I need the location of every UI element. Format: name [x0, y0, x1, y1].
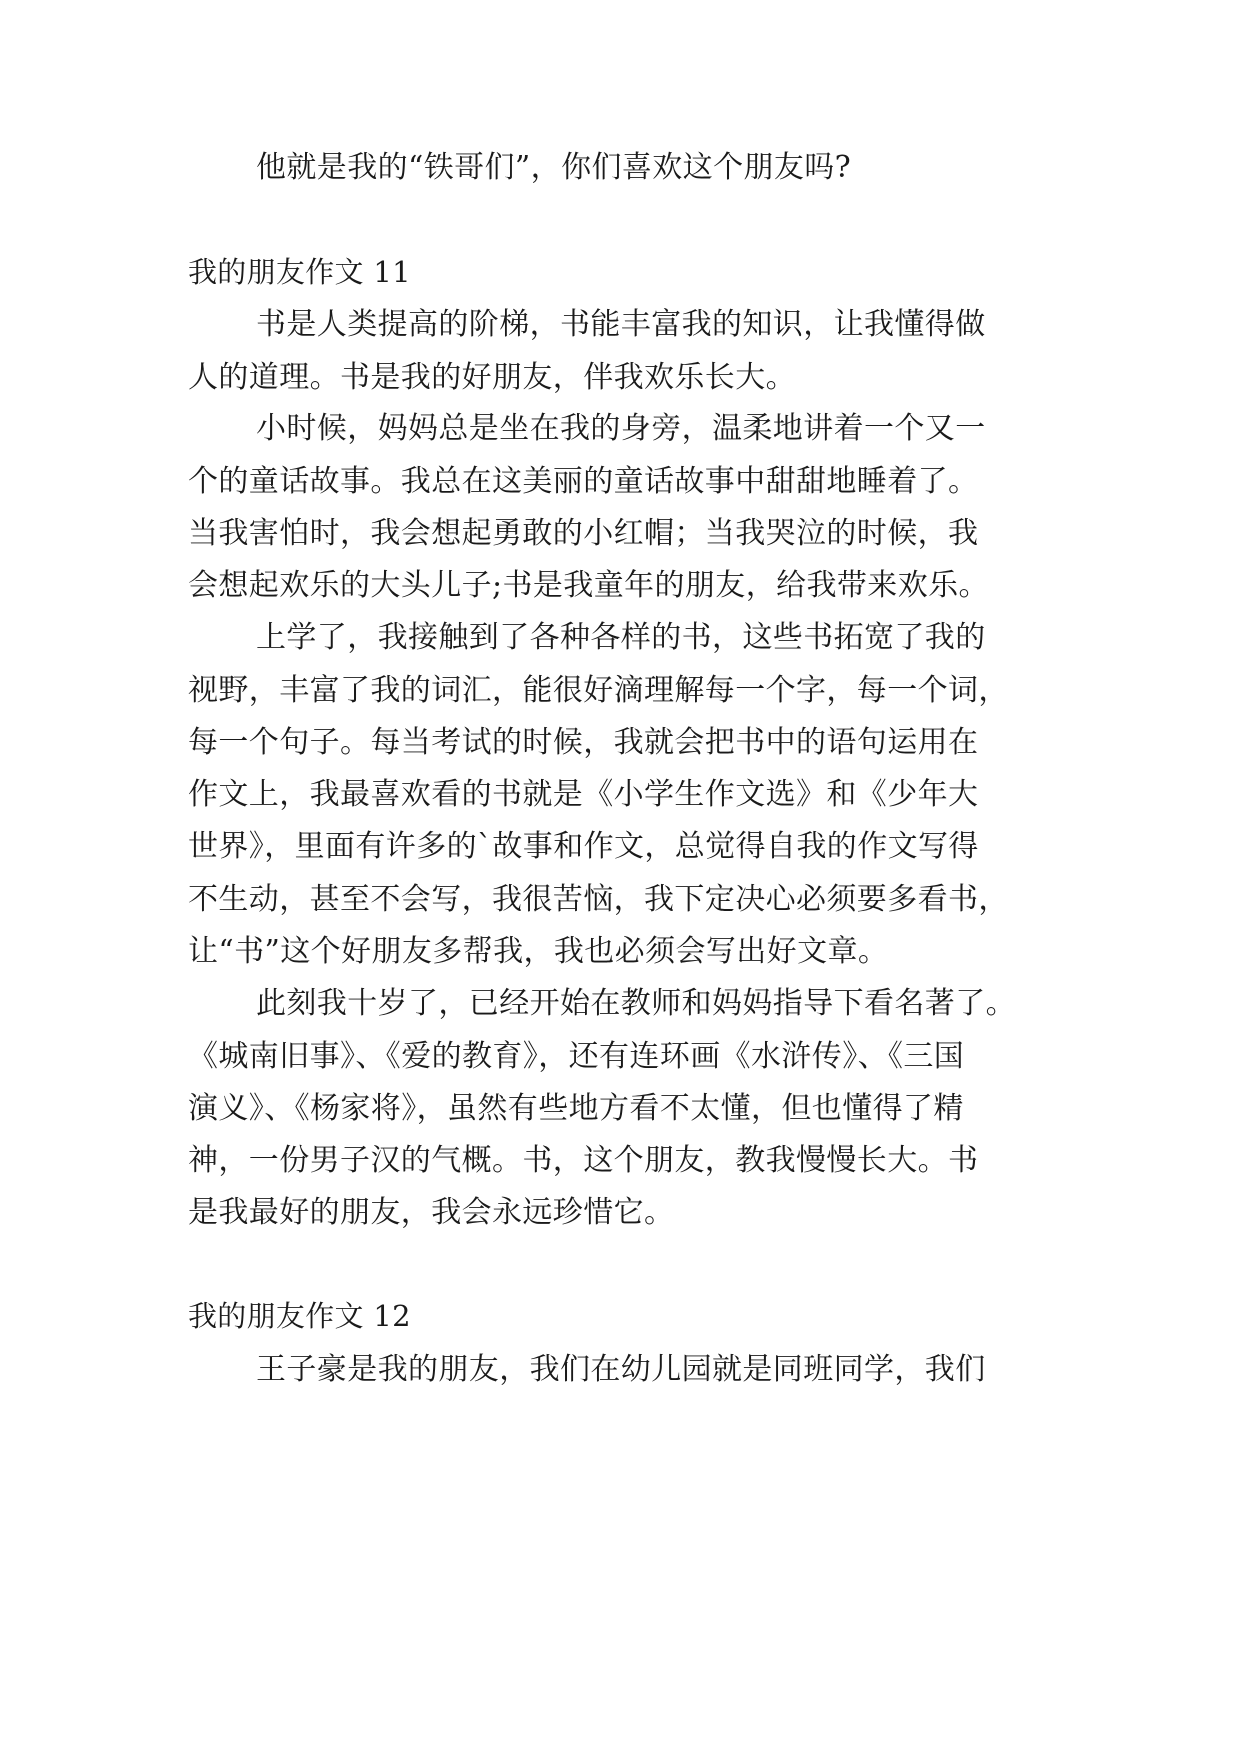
- text-line: 王子豪是我的朋友，我们在幼儿园就是同班同学，我们: [256, 1352, 986, 1387]
- text-line: 每一个句子。每当考试的时候，我就会把书中的语句运用在: [188, 725, 979, 760]
- text-line: 此刻我十岁了，已经开始在教师和妈妈指导下看名著了。: [256, 986, 1016, 1021]
- text-line: 他就是我的“铁哥们”，你们喜欢这个朋友吗?: [256, 150, 852, 185]
- text-line: 神，一份男子汉的气概。书，这个朋友，教我慢慢长大。书: [188, 1143, 979, 1178]
- text-line: 当我害怕时，我会想起勇敢的小红帽；当我哭泣的时候，我: [188, 516, 979, 551]
- text-line: 小时候，妈妈总是坐在我的身旁，温柔地讲着一个又一: [256, 411, 986, 446]
- text-line: 书是人类提高的阶梯，书能丰富我的知识，让我懂得做: [256, 307, 986, 342]
- section-heading: 我的朋友作文 11: [188, 255, 411, 289]
- text-line: 人的道理。书是我的好朋友，伴我欢乐长大。: [188, 360, 796, 395]
- text-line: 作文上，我最喜欢看的书就是《小学生作文选》和《少年大: [188, 777, 979, 812]
- text-line: 不生动，甚至不会写，我很苦恼，我下定决心必须要多看书，: [188, 882, 1009, 917]
- text-line: 会想起欢乐的大头儿子;书是我童年的朋友，给我带来欢乐。: [188, 568, 989, 603]
- text-line: 让“书”这个好朋友多帮我，我也必须会写出好文章。: [188, 934, 889, 969]
- text-line: 演义》、《杨家将》，虽然有些地方看不太懂，但也懂得了精: [188, 1091, 964, 1126]
- section-heading: 我的朋友作文 12: [188, 1299, 411, 1333]
- text-line: 是我最好的朋友，我会永远珍惜它。: [188, 1195, 675, 1230]
- text-line: 视野，丰富了我的词汇，能很好滴理解每一个字，每一个词，: [188, 673, 1009, 708]
- text-line: 上学了，我接触到了各种各样的书，这些书拓宽了我的: [256, 620, 986, 655]
- text-line: 《城南旧事》、《爱的教育》，还有连环画《水浒传》、《三国: [188, 1039, 965, 1074]
- text-line: 个的童话故事。我总在这美丽的童话故事中甜甜地睡着了。: [188, 464, 979, 499]
- text-line: 世界》，里面有许多的`故事和作文，总觉得自我的作文写得: [188, 829, 979, 864]
